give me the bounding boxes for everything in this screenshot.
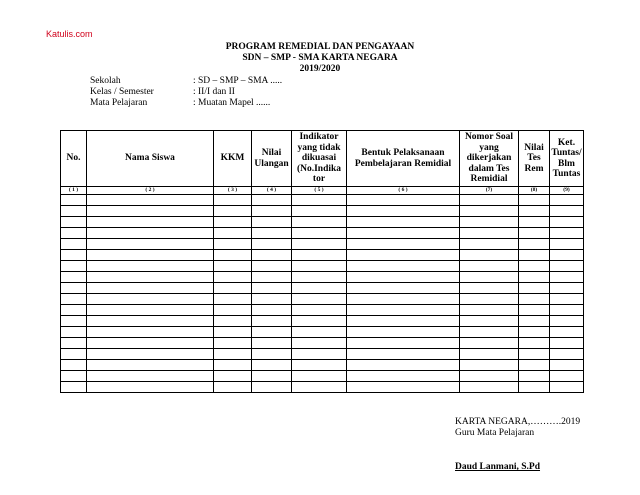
col-number: ( 3 ) xyxy=(214,187,252,195)
table-cell xyxy=(61,217,87,228)
table-cell xyxy=(347,294,460,305)
table-cell xyxy=(87,371,214,382)
col-header-remedial-score: Nilai Tes Rem xyxy=(519,131,550,187)
table-cell xyxy=(550,360,584,371)
table-cell xyxy=(87,250,214,261)
table-cell xyxy=(252,195,292,206)
table-cell xyxy=(87,228,214,239)
table-cell xyxy=(292,316,347,327)
table-cell xyxy=(347,272,460,283)
col-header-question-number: Nomor Soal yang dikerjakan dalam Tes Remidial xyxy=(460,131,519,187)
table-cell xyxy=(519,382,550,393)
table-cell xyxy=(87,272,214,283)
table-cell xyxy=(292,338,347,349)
table-row xyxy=(61,327,584,338)
table-cell xyxy=(292,261,347,272)
table-cell xyxy=(292,206,347,217)
table-row xyxy=(61,316,584,327)
col-header-kkm: KKM xyxy=(214,131,252,187)
table-cell xyxy=(550,305,584,316)
table-cell xyxy=(347,338,460,349)
table-cell xyxy=(87,316,214,327)
table-cell xyxy=(292,360,347,371)
col-number: (9) xyxy=(550,187,584,195)
table-row xyxy=(61,217,584,228)
table-row xyxy=(61,294,584,305)
table-cell xyxy=(519,261,550,272)
table-row xyxy=(61,371,584,382)
table-cell xyxy=(252,371,292,382)
table-cell xyxy=(519,228,550,239)
signature-block xyxy=(455,417,580,439)
table-cell xyxy=(292,250,347,261)
table-cell xyxy=(460,294,519,305)
table-cell xyxy=(347,371,460,382)
table-body xyxy=(61,195,584,393)
table-cell xyxy=(550,250,584,261)
table-cell xyxy=(519,316,550,327)
table-cell xyxy=(519,327,550,338)
table-cell xyxy=(214,316,252,327)
col-header-remedial-form: Bentuk Pelaksanaan Pembelajaran Remidial xyxy=(347,131,460,187)
table-cell xyxy=(252,250,292,261)
table-row xyxy=(61,206,584,217)
info-row-school xyxy=(90,76,282,87)
table-cell xyxy=(87,283,214,294)
table-cell xyxy=(347,217,460,228)
table-cell xyxy=(550,228,584,239)
table-cell xyxy=(460,228,519,239)
table-cell xyxy=(252,283,292,294)
school-name: SDN – SMP - SMA KARTA NEGARA xyxy=(242,53,398,63)
table-cell xyxy=(347,250,460,261)
table-cell xyxy=(214,195,252,206)
table-cell xyxy=(347,283,460,294)
col-number: ( 2 ) xyxy=(87,187,214,195)
table-cell xyxy=(519,195,550,206)
signature-name: Daud Lanmani, S.Pd xyxy=(455,462,541,472)
info-label: Mata Pelajaran xyxy=(90,98,148,108)
table-cell xyxy=(292,239,347,250)
table-cell xyxy=(252,316,292,327)
table-cell xyxy=(61,283,87,294)
table-cell xyxy=(550,261,584,272)
table-cell xyxy=(292,195,347,206)
table-cell xyxy=(252,261,292,272)
table-cell xyxy=(550,349,584,360)
table-row xyxy=(61,261,584,272)
watermark-text: Katulis.com xyxy=(46,29,93,39)
table-cell xyxy=(61,261,87,272)
table-cell xyxy=(460,283,519,294)
info-block xyxy=(90,76,282,109)
table-cell xyxy=(87,239,214,250)
table-cell xyxy=(252,382,292,393)
table-cell xyxy=(61,360,87,371)
col-header-remarks: Ket. Tuntas/ Blm Tuntas xyxy=(550,131,584,187)
col-header-student-name: Nama Siswa xyxy=(87,131,214,187)
table-cell xyxy=(61,239,87,250)
table-cell xyxy=(460,217,519,228)
table-cell xyxy=(550,338,584,349)
table-cell xyxy=(252,349,292,360)
col-header-test-score: Nilai Ulangan xyxy=(252,131,292,187)
table-cell xyxy=(347,228,460,239)
academic-year: 2019/2020 xyxy=(299,64,341,74)
table-row xyxy=(61,195,584,206)
table-cell xyxy=(214,261,252,272)
table-cell xyxy=(292,272,347,283)
table-cell xyxy=(519,217,550,228)
table-row xyxy=(61,239,584,250)
table-cell xyxy=(550,316,584,327)
table-cell xyxy=(550,294,584,305)
info-value: : Muatan Mapel ...... xyxy=(193,98,271,108)
table-cell xyxy=(519,283,550,294)
column-number-row xyxy=(61,187,584,195)
table-cell xyxy=(460,195,519,206)
info-label: Kelas / Semester xyxy=(90,87,154,97)
table-cell xyxy=(550,217,584,228)
table-cell xyxy=(61,228,87,239)
table-cell xyxy=(347,239,460,250)
table-cell xyxy=(550,272,584,283)
col-header-no: No. xyxy=(61,131,87,187)
table-cell xyxy=(214,272,252,283)
col-number: ( 1 ) xyxy=(61,187,87,195)
table-cell xyxy=(550,327,584,338)
table-cell xyxy=(460,206,519,217)
table-cell xyxy=(519,349,550,360)
table-cell xyxy=(61,206,87,217)
table-cell xyxy=(87,261,214,272)
table-cell xyxy=(87,349,214,360)
table-cell xyxy=(214,239,252,250)
table-cell xyxy=(292,228,347,239)
info-row-subject xyxy=(90,98,282,109)
table-cell xyxy=(460,371,519,382)
table-cell xyxy=(292,349,347,360)
table-cell xyxy=(550,195,584,206)
table-cell xyxy=(61,382,87,393)
table-cell xyxy=(460,305,519,316)
table-cell xyxy=(292,305,347,316)
table-cell xyxy=(460,261,519,272)
table-cell xyxy=(61,195,87,206)
col-number: ( 5 ) xyxy=(292,187,347,195)
table-cell xyxy=(292,382,347,393)
table-row xyxy=(61,228,584,239)
table-cell xyxy=(550,283,584,294)
col-number: (7) xyxy=(460,187,519,195)
table-cell xyxy=(214,228,252,239)
table-cell xyxy=(460,316,519,327)
table-cell xyxy=(87,327,214,338)
table-cell xyxy=(214,250,252,261)
table-cell xyxy=(87,217,214,228)
table-cell xyxy=(347,327,460,338)
table-cell xyxy=(550,206,584,217)
document-title: PROGRAM REMEDIAL DAN PENGAYAAN xyxy=(225,42,415,52)
table-cell xyxy=(519,371,550,382)
table-cell xyxy=(519,294,550,305)
table-cell xyxy=(460,382,519,393)
table-cell xyxy=(61,371,87,382)
table-cell xyxy=(347,261,460,272)
table-cell xyxy=(519,272,550,283)
table-header-row xyxy=(61,131,584,187)
table-cell xyxy=(252,206,292,217)
table-cell xyxy=(214,305,252,316)
table-cell xyxy=(214,371,252,382)
table-cell xyxy=(61,305,87,316)
table-cell xyxy=(292,283,347,294)
table-cell xyxy=(252,338,292,349)
table-cell xyxy=(214,349,252,360)
table-cell xyxy=(550,371,584,382)
table-cell xyxy=(252,239,292,250)
table-cell xyxy=(519,338,550,349)
table-cell xyxy=(61,294,87,305)
table-cell xyxy=(519,206,550,217)
table-cell xyxy=(519,239,550,250)
table-cell xyxy=(252,228,292,239)
col-number: (8) xyxy=(519,187,550,195)
table-row xyxy=(61,305,584,316)
table-cell xyxy=(550,382,584,393)
table-cell xyxy=(460,338,519,349)
table-cell xyxy=(252,272,292,283)
table-cell xyxy=(61,250,87,261)
table-cell xyxy=(87,338,214,349)
col-number: ( 6 ) xyxy=(347,187,460,195)
table-cell xyxy=(347,305,460,316)
table-cell xyxy=(460,250,519,261)
table-row xyxy=(61,338,584,349)
col-header-indicator: Indikator yang tidak dikuasai (No.Indika tor xyxy=(292,131,347,187)
table-cell xyxy=(519,250,550,261)
signature-role: Guru Mata Pelajaran xyxy=(455,428,535,438)
table-cell xyxy=(87,206,214,217)
table-cell xyxy=(292,217,347,228)
table-cell xyxy=(460,239,519,250)
table-cell xyxy=(61,338,87,349)
table-cell xyxy=(87,305,214,316)
table-cell xyxy=(519,360,550,371)
table-cell xyxy=(214,338,252,349)
table-cell xyxy=(460,327,519,338)
table-cell xyxy=(460,360,519,371)
table-row xyxy=(61,360,584,371)
table-cell xyxy=(519,305,550,316)
table-cell xyxy=(292,327,347,338)
info-row-class xyxy=(90,87,282,98)
table-cell xyxy=(252,305,292,316)
table-cell xyxy=(214,217,252,228)
table-cell xyxy=(347,382,460,393)
table-row xyxy=(61,382,584,393)
info-value: : SD – SMP – SMA ..... xyxy=(193,76,283,86)
remedial-table xyxy=(60,130,584,393)
table-cell xyxy=(347,206,460,217)
table-cell xyxy=(214,283,252,294)
info-label: Sekolah xyxy=(90,76,121,86)
table-cell xyxy=(550,239,584,250)
table-row xyxy=(61,283,584,294)
table-row xyxy=(61,250,584,261)
table-cell xyxy=(347,360,460,371)
table-cell xyxy=(214,206,252,217)
table-cell xyxy=(252,360,292,371)
table-cell xyxy=(87,294,214,305)
table-cell xyxy=(214,360,252,371)
table-row xyxy=(61,272,584,283)
table-cell xyxy=(252,217,292,228)
table-cell xyxy=(87,360,214,371)
table-cell xyxy=(61,349,87,360)
table-cell xyxy=(460,272,519,283)
table-cell xyxy=(61,316,87,327)
table-cell xyxy=(214,327,252,338)
table-cell xyxy=(87,382,214,393)
col-number: ( 4 ) xyxy=(252,187,292,195)
table-cell xyxy=(214,382,252,393)
table-cell xyxy=(214,294,252,305)
table-cell xyxy=(347,316,460,327)
table-cell xyxy=(252,294,292,305)
table-row xyxy=(61,349,584,360)
table-cell xyxy=(252,327,292,338)
table-cell xyxy=(87,195,214,206)
table-cell xyxy=(61,327,87,338)
signature-place-date: KARTA NEGARA,……….2019 xyxy=(455,417,581,427)
table-cell xyxy=(347,195,460,206)
table-cell xyxy=(292,371,347,382)
table-cell xyxy=(347,349,460,360)
table-cell xyxy=(61,272,87,283)
info-value: : II/I dan II xyxy=(193,87,235,97)
table-cell xyxy=(460,349,519,360)
table-cell xyxy=(292,294,347,305)
